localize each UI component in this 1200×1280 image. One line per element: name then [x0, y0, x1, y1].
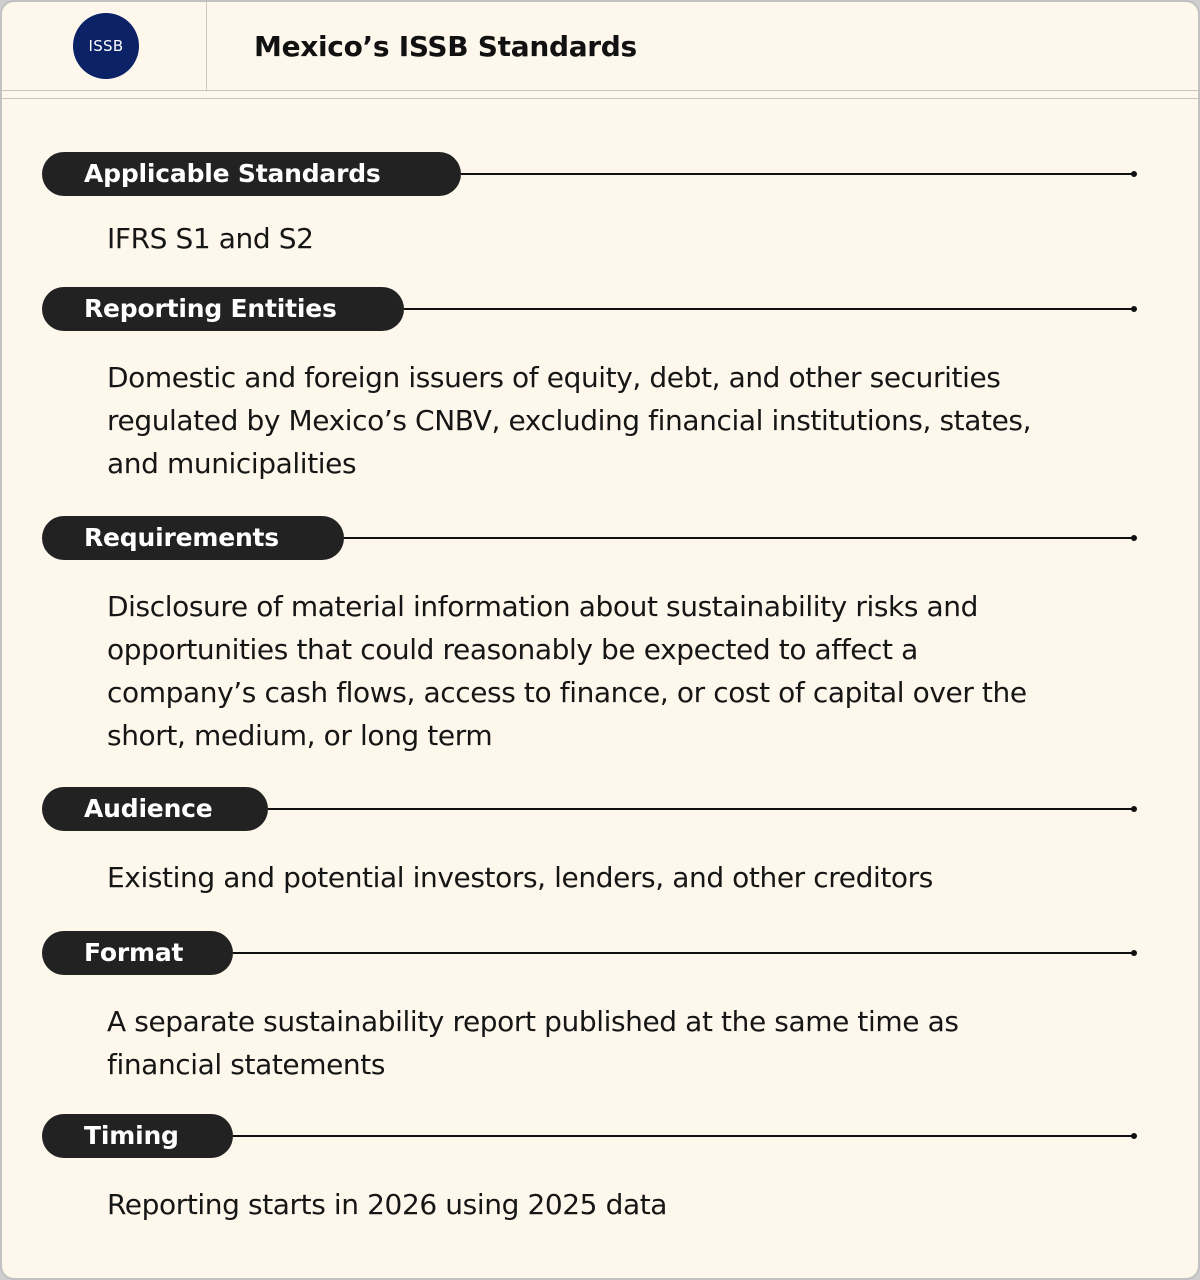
header-divider-top	[2, 90, 1198, 91]
body-line: financial statements	[107, 1048, 386, 1081]
section-body-applicable-standards	[107, 217, 1157, 260]
body-line: regulated by Mexico’s CNBV, excluding financial institutions, states,	[107, 404, 1032, 437]
header-divider-bottom	[2, 98, 1198, 99]
section-label-pill: Applicable Standards	[42, 152, 461, 196]
body-line: company’s cash flows, access to finance, or cost of capital over the	[107, 676, 1027, 709]
connector-line	[233, 1135, 1133, 1137]
issb-logo-icon	[73, 13, 139, 79]
logo-text: ISSB	[88, 37, 124, 55]
body-line: Disclosure of material information about sustainability risks and	[107, 590, 978, 623]
connector-dot-icon	[1131, 171, 1137, 177]
section-label-pill: Timing	[42, 1114, 233, 1158]
logo-cell	[2, 2, 207, 91]
section-label-pill: Format	[42, 931, 233, 975]
body-line: and municipalities	[107, 447, 357, 480]
body-line: opportunities that could reasonably be expected to affect a	[107, 633, 918, 666]
body-line: Existing and potential investors, lenders, and other creditors	[107, 861, 933, 894]
section-body-requirements	[107, 585, 1157, 757]
connector-line	[344, 537, 1133, 539]
section-body-audience	[107, 856, 1157, 899]
page-title: Mexico’s ISSB Standards	[254, 30, 637, 63]
body-line: A separate sustainability report published at the same time as	[107, 1005, 959, 1038]
connector-line	[461, 173, 1133, 175]
connector-line	[233, 952, 1133, 954]
section-label-pill: Requirements	[42, 516, 344, 560]
connector-line	[404, 308, 1133, 310]
section-label-pill: Reporting Entities	[42, 287, 404, 331]
connector-dot-icon	[1131, 806, 1137, 812]
section-body-format	[107, 1000, 1157, 1086]
connector-dot-icon	[1131, 1133, 1137, 1139]
body-line: Reporting starts in 2026 using 2025 data	[107, 1188, 668, 1221]
body-line: IFRS S1 and S2	[107, 222, 314, 255]
connector-dot-icon	[1131, 535, 1137, 541]
body-line: Domestic and foreign issuers of equity, debt, and other securities	[107, 361, 1001, 394]
connector-dot-icon	[1131, 306, 1137, 312]
body-line: short, medium, or long term	[107, 719, 493, 752]
section-body-reporting-entities	[107, 356, 1157, 485]
section-body-timing	[107, 1183, 1157, 1226]
section-label-pill: Audience	[42, 787, 268, 831]
connector-dot-icon	[1131, 950, 1137, 956]
connector-line	[268, 808, 1133, 810]
